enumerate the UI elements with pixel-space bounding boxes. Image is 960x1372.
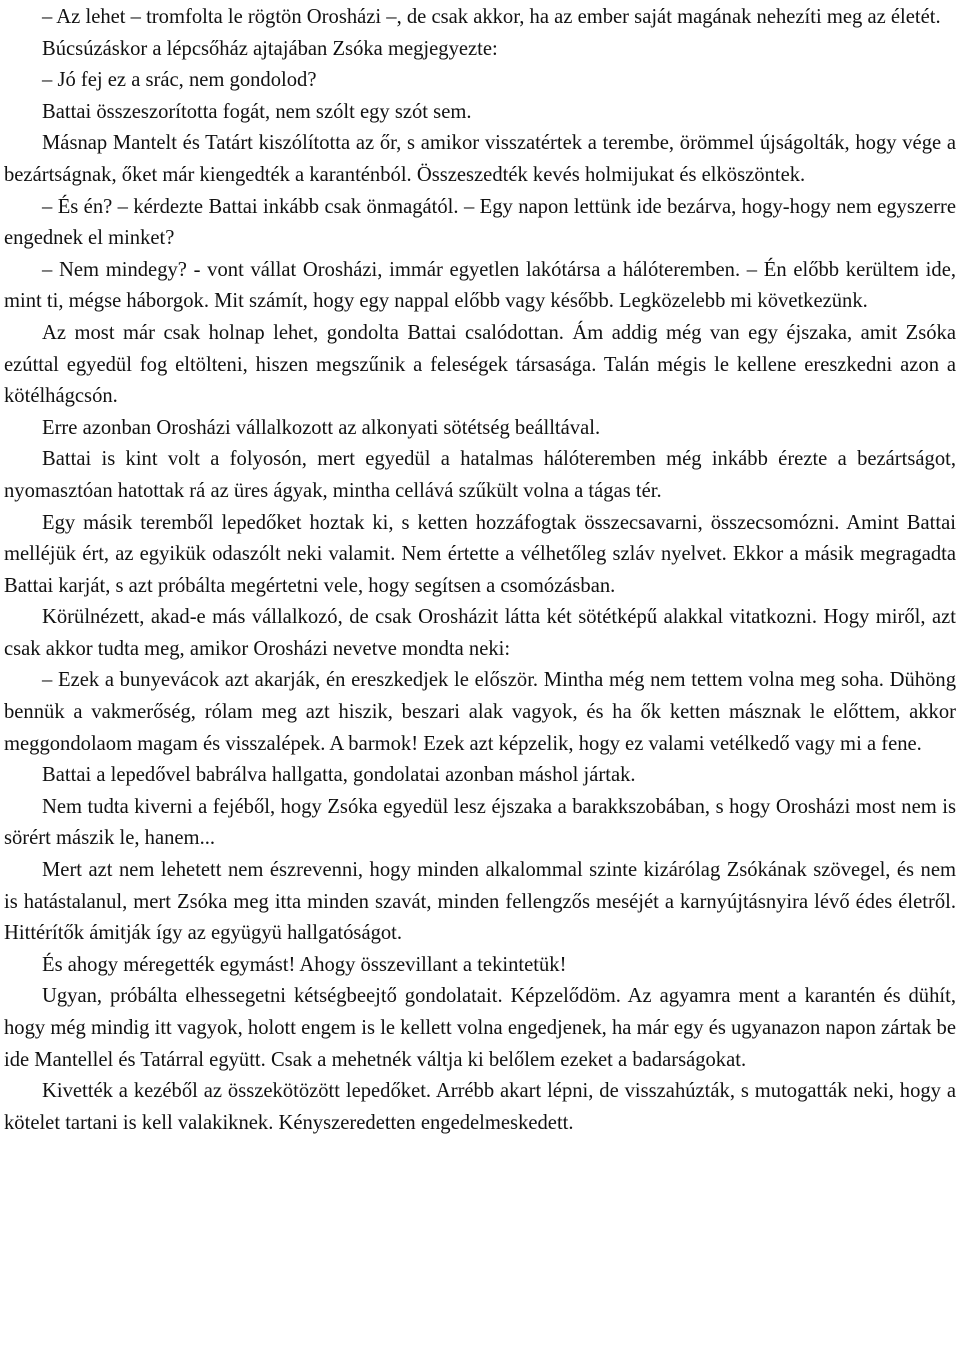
paragraph: Az most már csak holnap lehet, gondolta Battai csalódottan. Ám addig még van egy éjszaka, amit Zsóka ezúttal egyedül fog eltölteni, hiszen megszűnik a feleségek társasága. Talán mégis le kellene ereszkedni azon a kötélhágcsón.: [4, 321, 956, 408]
paragraph: Ugyan, próbálta elhessegetni kétségbeejtő gondolatait. Képzelődöm. Az agyamra ment a karantén és dühít, hogy még mindig itt vagyok, holott engem is le kellett volna engedjenek, ha már egy és ugyanazon napon zártak be ide Mantellel és Tatárral együtt. Csak a mehetnék váltja ki belőlem ezeket a badarságokat.: [4, 985, 956, 1071]
paragraph: – És én? – kérdezte Battai inkább csak önmagától. – Egy napon lettünk ide bezárva, hogy-hogy nem egyszerre engednek el minket?: [4, 195, 956, 250]
paragraph: Egy másik teremből lepedőket hoztak ki, s ketten hozzáfogtak összecsavarni, összecsomózni. Amint Battai melléjük ért, az egyikük odaszólt neki valamit. Nem értette a vélhetőleg szláv nyelvet. Ekkor a másik megragadta Battai karját, s azt próbálta megértetni vele, hogy segítsen a csomózásban.: [4, 511, 956, 597]
paragraph: Kivették a kezéből az összekötözött lepedőket. Arrébb akart lépni, de visszahúzták, s mutogatták neki, hogy a kötelet tartani is kell valakiknek. Kényszeredetten engedelmeskedett.: [4, 1080, 956, 1134]
paragraph: Battai a lepedővel babrálva hallgatta, gondolatai azonban máshol jártak.: [42, 764, 636, 787]
paragraph: Battai összeszorította fogát, nem szólt egy szót sem.: [42, 100, 472, 123]
paragraph: Mert azt nem lehetett nem észrevenni, hogy minden alkalommal szinte kizárólag Zsókának szövegel, és nem is hatástalanul, mert Zsóka meg itta minden szavát, minden fellengzős meséjét a karnyújtásnyira lévő édes életről. Hittérítők ámitják így az együgyü hallgatóságot.: [4, 859, 956, 945]
paragraph: Nem tudta kiverni a fejéből, hogy Zsóka egyedül lesz éjszaka a barakkszobában, s hogy Orosházi most nem is sörért mászik le, hanem...: [4, 795, 956, 850]
paragraph: – Ezek a bunyevácok azt akarják, én ereszkedjek le először. Mintha még nem tettem volna meg soha. Dühöng bennük a vakmerőség, rólam meg azt hiszik, beszari alak vagyok, és ha ők ketten másznak le előttem, akkor meggondolaom magam és visszalépek. A barmok! Ezek azt képzelik, hogy ez valami vetélkedő vagy mi a fene.: [4, 669, 956, 755]
paragraph: – Az lehet – tromfolta le rögtön Orosházi –, de csak akkor, ha az ember saját magának nehezíti meg az életét.: [42, 6, 941, 28]
paragraph: És ahogy méregették egymást! Ahogy összevillant a tekintetük!: [42, 953, 567, 976]
paragraph: – Nem mindegy? - vont vállat Orosházi, immár egyetlen lakótársa a hálóteremben. – Én előbb kerültem ide, mint ti, mégse háborgok. Mit számít, hogy egy nappal előbb vagy később. Legközelebb mi következünk.: [4, 258, 956, 313]
paragraph: Másnap Mantelt és Tatárt kiszólította az őr, s amikor visszatértek a terembe, örömmel újságolták, hogy vége a bezártságnak, őket már kiengedték a karanténból. Összeszedték kevés holmijukat és elköszöntek.: [4, 132, 956, 186]
paragraph: Búcsúzáskor a lépcsőház ajtajában Zsóka megjegyezte:: [42, 37, 498, 60]
paragraph: Körülnézett, akad-e más vállalkozó, de csak Orosházit látta két sötétképű alakkal vitatkozni. Hogy miről, azt csak akkor tudta meg, amikor Orosházi nevetve mondta neki:: [4, 606, 956, 660]
paragraph: Battai is kint volt a folyosón, mert egyedül a hatalmas hálóteremben még inkább érezte a bezártságot, nyomasztóan hatottak rá az üres ágyak, mintha cellává szűkült volna a tágas tér.: [4, 448, 956, 502]
paragraph: – Jó fej ez a srác, nem gondolod?: [42, 69, 317, 92]
paragraph: Erre azonban Orosházi vállalkozott az alkonyati sötétség beálltával.: [42, 416, 601, 439]
